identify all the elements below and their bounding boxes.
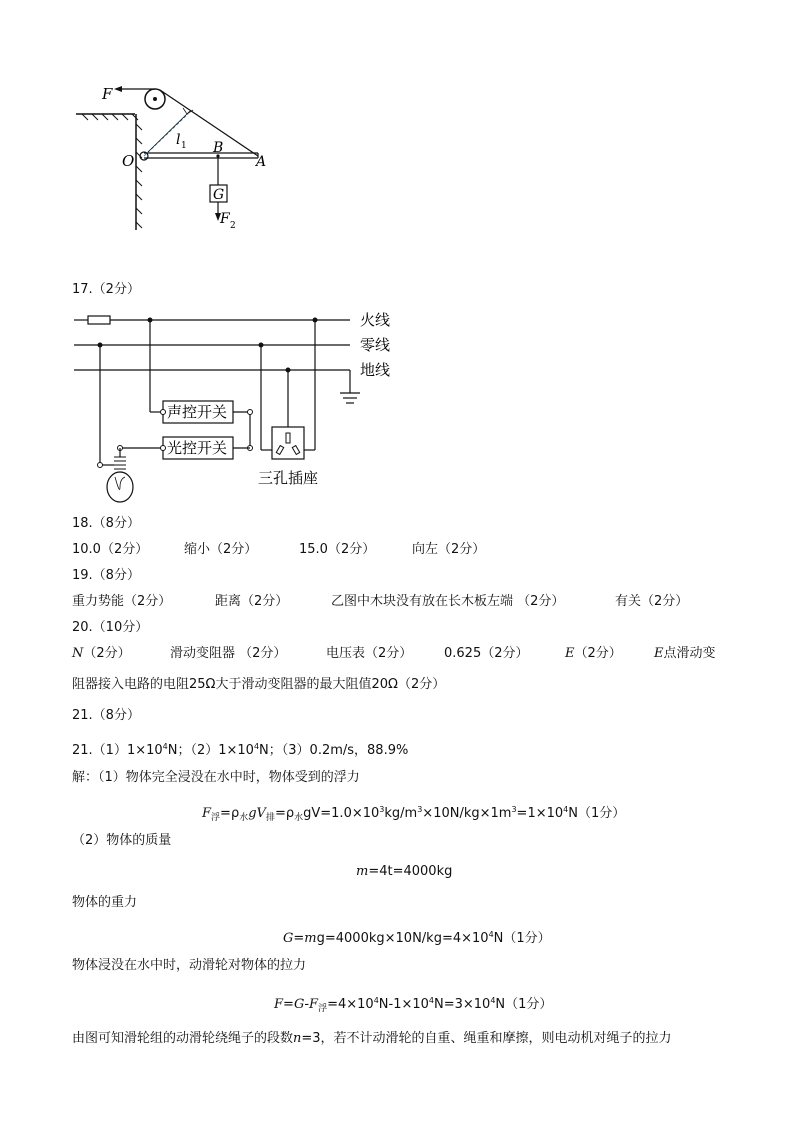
label-G: G [213,187,225,203]
q21-solution-1: 解：（1）物体完全浸没在水中时，物体受到的浮力 [72,770,360,785]
q20-answer-5: E（2分） [565,646,622,661]
q20-header: 20.（10分） [72,620,149,635]
q21-equation-2: m=4t=4000kg [356,864,453,879]
q21-equation-1: $F_浮=\rho_水gV_排=\rho_水gV=1.0\times 10^3kg/m^3\times 10N/kg\times 1m^3=1\times 10^4N(1$分） [202,805,626,823]
sound-switch-label: 声控开关 [167,403,228,421]
q19-answer-1: 重力势能（2分） [72,594,172,609]
q19-header: 19.（8分） [72,568,140,583]
label-F2-sub: 2 [230,221,236,231]
label-l1-sub: 1 [181,141,187,151]
q21-answers: $21.(1)1\times 10^4N$；$(2)1\times 10^4N$；（3）0.2m/s，88.9% [72,742,409,758]
socket-label: 三孔插座 [258,469,319,487]
q18-header: 18.（8分） [72,516,140,531]
q19-answer-3: 乙图中木块没有放在长木板左端 （2分） [331,594,565,609]
q20-answer-6-cont: 阻器接入电路的电阻25Ω大于滑动变阻器的最大阻值20Ω（2分） [72,677,446,692]
q20-answer-3: 电压表（2分） [326,646,413,661]
live-wire-label: 火线 [360,311,391,329]
lever-diagram [70,80,290,240]
q19-answer-2: 距离（2分） [215,594,289,609]
q21-solution-4: 物体浸没在水中时，动滑轮对物体的拉力 [72,958,307,973]
q20-answer-1: N（2分） [72,646,131,661]
label-F2: F [220,211,230,227]
label-B: B [213,140,224,156]
label-F: F [102,85,113,103]
q17-header: 17.（2分） [72,282,140,297]
circuit-diagram [70,305,400,505]
q21-solution-3: 物体的重力 [72,895,138,910]
label-A: A [256,154,267,170]
q21-solution-2: （2）物体的质量 [72,833,172,848]
ground-wire-label: 地线 [360,361,391,379]
q21-equation-3: $G=mg=4000kg\times 10N/kg=4\times 10^4N(1$分） [283,930,551,946]
q18-answer-1: 10.0（2分） [72,542,149,557]
q20-answer-4: 0.625（2分） [444,646,529,661]
q18-answer-2: 缩小（2分） [184,542,258,557]
q21-equation-4: $F=G-F_浮=4\times 10^4N-1\times 10^4N=3\times 10^4N(1$分） [274,996,553,1014]
label-O: O [122,152,135,170]
label-l1: l [176,132,181,148]
q18-answer-3: 15.0（2分） [299,542,376,557]
q21-solution-5: 由图可知滑轮组的动滑轮绕绳子的段数n=3，若不计动滑轮的自重、绳重和摩擦，则电动机对绳子的拉力 [72,1031,672,1046]
light-switch-label: 光控开关 [167,439,228,457]
q21-header: 21.（8分） [72,708,140,723]
neutral-wire-label: 零线 [360,336,391,354]
q18-answer-4: 向左（2分） [412,542,486,557]
q19-answer-4: 有关（2分） [615,594,689,609]
q20-answer-6: E点滑动变 [654,646,716,661]
q20-answer-2: 滑动变阻器 （2分） [170,646,287,661]
